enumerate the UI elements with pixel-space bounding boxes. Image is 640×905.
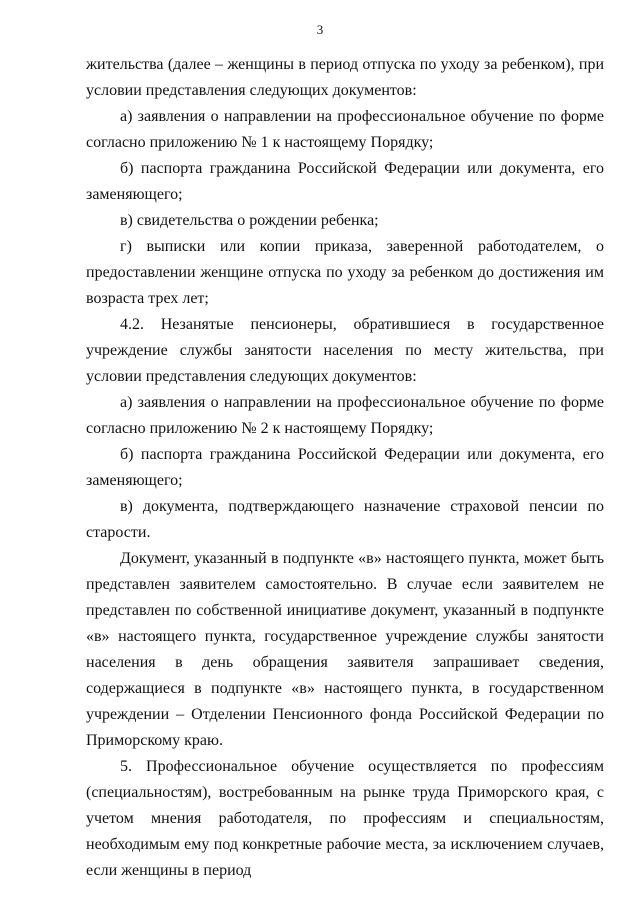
- paragraph-continuation: жительства (далее – женщины в период отпуска по уходу за ребенком), при условии представления следующих документов:: [86, 56, 604, 99]
- paragraph-document-request: Документ, указанный в подпункте «в» настоящего пункта, может быть представлен заявителем самостоятельно. В случае если заявителем не представлен по собственной инициативе документ, указанный в подпункте «в» настоящего пункта, государственное учреждение службы занятости населения в день обращения заявителя запрашивает сведения, содержащиеся в подпункте «в» настоящего пункта, в государственном учреждении – Отделении Пенсионного фонда Российской Федерации по Приморскому краю.: [86, 550, 604, 749]
- page-number: 3: [316, 22, 324, 37]
- document-body: [86, 52, 604, 884]
- paragraph-item-a-application: а) заявления о направлении на профессиональное обучение по форме согласно приложению № 1 к настоящему Порядку;: [86, 108, 604, 151]
- paragraph-item-b-passport: б) паспорта гражданина Российской Федерации или документа, его заменяющего;: [86, 160, 604, 203]
- paragraph-item-v-pension-document: в) документа, подтверждающего назначение страховой пенсии по старости.: [86, 498, 604, 541]
- paragraph-item-v-birth-certificate: в) свидетельства о рождении ребенка;: [120, 212, 379, 229]
- paragraph-item-b-passport-2: б) паспорта гражданина Российской Федерации или документа, его заменяющего;: [86, 446, 604, 489]
- paragraph-item-a-application-2: а) заявления о направлении на профессиональное обучение по форме согласно приложению № 2 к настоящему Порядку;: [86, 394, 604, 437]
- paragraph-item-g-order-extract: г) выписки или копии приказа, заверенной работодателем, о предоставлении женщине отпуска по уходу за ребенком до достижения им возраста трех лет;: [86, 238, 604, 307]
- paragraph-5-training: 5. Профессиональное обучение осуществляется по профессиям (специальностям), востребованным на рынке труда Приморского края, с учетом мнения работодателя, по профессиям и специальностям, необходимым ему под конкретные рабочие места, за исключением случаев, если женщины в период: [86, 758, 604, 879]
- paragraph-4-2-pensioners: 4.2. Незанятые пенсионеры, обратившиеся в государственное учреждение службы занятости населения по месту жительства, при условии представления следующих документов:: [86, 316, 604, 385]
